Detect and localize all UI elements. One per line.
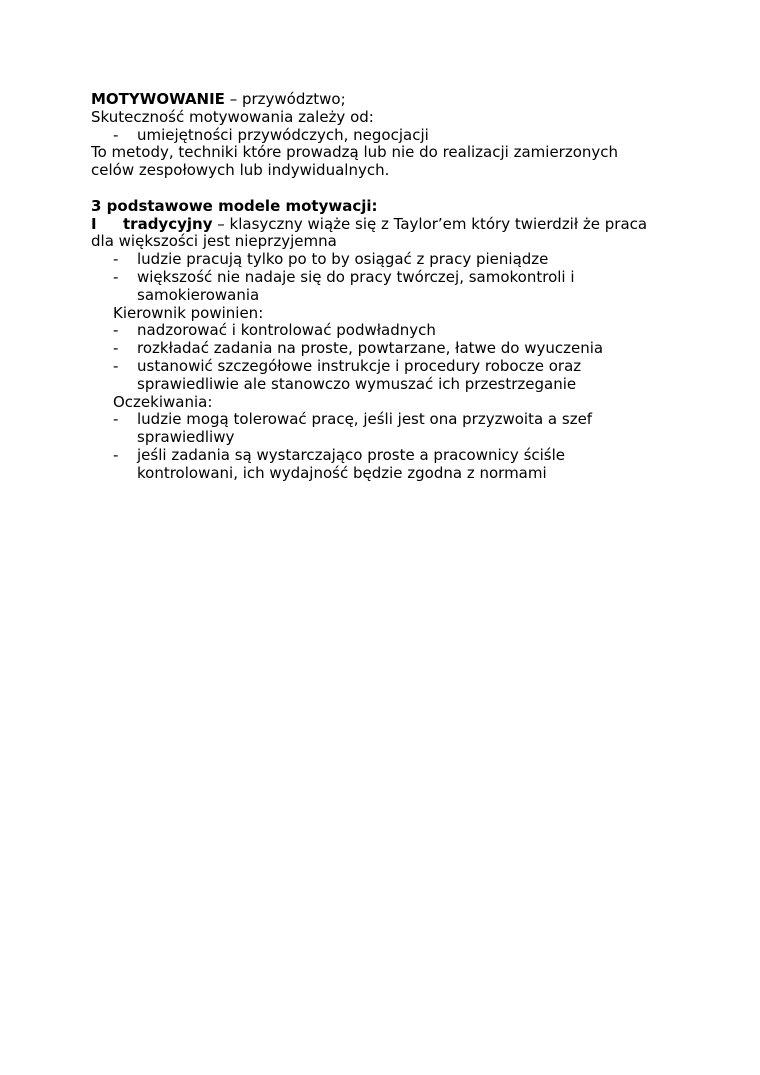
list-item-text-cont: sprawiedliwie ale stanowczo wymuszać ich przestrzeganie xyxy=(137,374,577,393)
list-item-text-cont: sprawiedliwy xyxy=(137,428,235,447)
heading-modele: 3 podstawowe modele motywacji: xyxy=(91,196,378,215)
list-item-text: ludzie pracują tylko po to by osiągać z pracy pieniądze xyxy=(137,250,549,269)
list-item-text: umiejętności przywódczych, negocjacji xyxy=(137,125,429,144)
text-line: Skuteczność motywowania zależy od: xyxy=(91,107,374,126)
text-line: celów zespołowych lub indywidualnych. xyxy=(91,161,390,180)
list-item xyxy=(91,340,681,358)
list-item xyxy=(91,411,681,447)
list-item xyxy=(91,127,681,145)
bullet-dash: - xyxy=(113,267,119,286)
bullet-dash: - xyxy=(113,250,119,269)
heading-motywowanie: MOTYWOWANIE xyxy=(91,90,225,108)
bullet-dash: - xyxy=(113,339,119,358)
text-line: dla większości jest nieprzyjemna xyxy=(91,232,337,251)
text-line: To metody, techniki które prowadzą lub nie do realizacji zamierzonych xyxy=(91,143,619,162)
list-item-text: ludzie mogą tolerować pracę, jeśli jest ona przyzwoita a szef xyxy=(137,410,593,429)
list-item xyxy=(91,251,681,269)
model-line xyxy=(91,216,681,234)
list-item-text: nadzorować i kontrolować podwładnych xyxy=(137,321,436,340)
section-heading-line xyxy=(91,91,681,109)
list-item-text-cont: samokierowania xyxy=(137,285,260,304)
document-body xyxy=(91,91,681,483)
bullet-dash: - xyxy=(113,445,119,464)
list-item-text: większość nie nadaje się do pracy twórczej, samokontroli i xyxy=(137,267,575,286)
model-name: tradycyjny xyxy=(123,214,213,233)
model-number: I xyxy=(91,214,97,233)
blank-line xyxy=(91,180,681,198)
list-item xyxy=(91,358,681,394)
bullet-dash: - xyxy=(113,321,119,340)
list-item-text: jeśli zadania są wystarczająco proste a pracownicy ściśle xyxy=(137,445,566,464)
list-item xyxy=(91,447,681,483)
subheading-oczekiwania: Oczekiwania: xyxy=(113,392,213,411)
heading-rest: – przywództwo; xyxy=(224,90,346,108)
list-item-text: rozkładać zadania na proste, powtarzane, łatwe do wyuczenia xyxy=(137,339,604,358)
list-item xyxy=(91,322,681,340)
list-item-text: ustanowić szczegółowe instrukcje i procedury robocze oraz xyxy=(137,356,582,375)
model-desc: – klasyczny wiąże się z Taylor’em który twierdził że praca xyxy=(212,214,648,233)
list-item-text-cont: kontrolowani, ich wydajność będzie zgodna z normami xyxy=(137,463,547,482)
list-item xyxy=(91,269,681,305)
bullet-dash: - xyxy=(113,410,119,429)
section-heading xyxy=(91,198,681,216)
bullet-dash: - xyxy=(113,356,119,375)
subheading-kierownik: Kierownik powinien: xyxy=(113,303,264,322)
bullet-dash: - xyxy=(113,125,119,144)
